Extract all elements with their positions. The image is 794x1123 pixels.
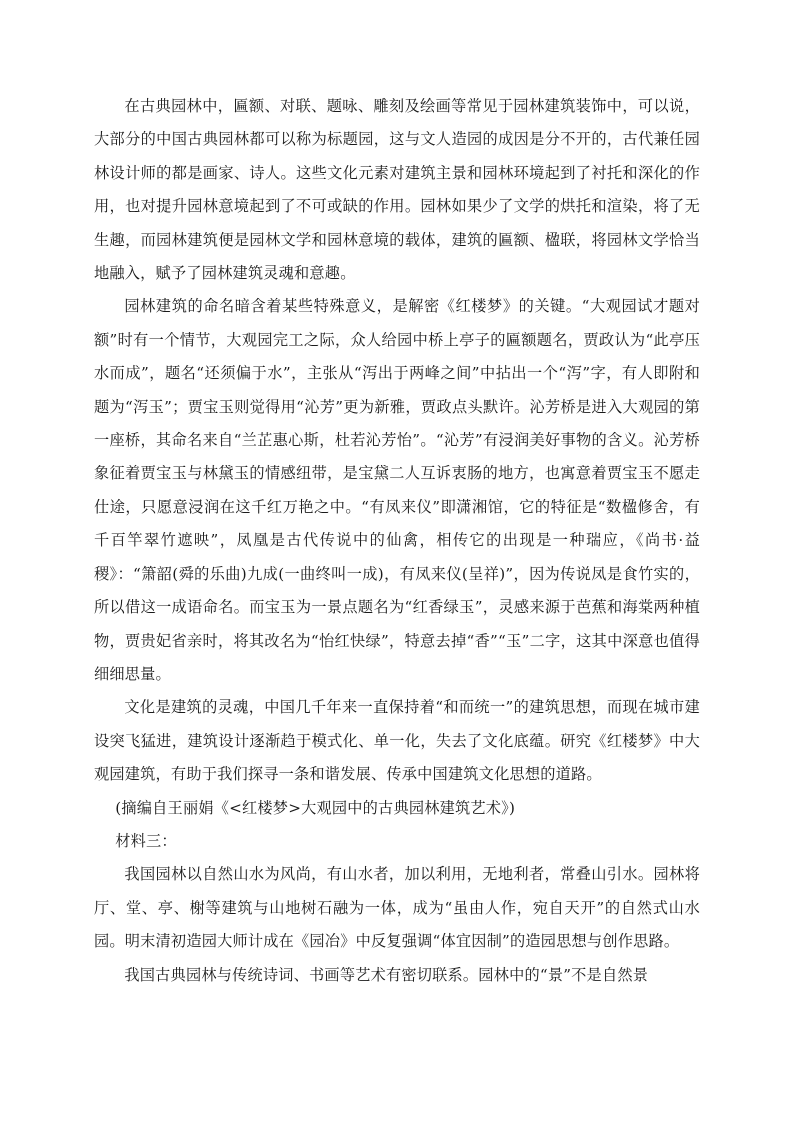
paragraph-4: 我国园林以自然山水为风尚，有山水者，加以利用，无地利者，常叠山引水。园林将厅、堂、亭、榭等建筑与山地树石融为一体，成为“虽由人作，宛自天开”的自然式山水园。明末清初造园大师计成在《园冶》中反复强调“体宜因制”的造园思想与创作思路。: [94, 865, 700, 951]
paragraph-5: 我国古典园林与传统诗词、书画等艺术有密切联系。园林中的“景”不是自然景: [124, 965, 649, 984]
material-three-heading: 材料三：: [115, 831, 177, 850]
paragraph-2: 园林建筑的命名暗含着某些特殊意义，是解密《红楼梦》的关键。“大观园试才题对额”时有一个情节，大观园完工之际，众人给园中桥上亭子的匾额题名，贾政认为“此亭压水而成”，题名“还须偏于水”，主张从“泻出于两峰之间”中拈出一个“泻”字，有人即附和题为“泻玉”；贾宝玉则觉得用“沁芳”更为新雅，贾政点头默许。沁芳桥是进入大观园的第一座桥，其命名来自“兰芷惠心斯，杜若沁芳怡”。“沁芳”有浸润美好事物的含义。沁芳桥象征着贾宝玉与林黛玉的情感纽带，是宝黛二人互诉衷肠的地方，也寓意着贾宝玉不愿走仕途，只愿意浸润在这千红万艳之中。“有凤来仪”即潇湘馆，它的特征是“数楹修舍，有千百竿翠竹遮映”，凤凰是古代传说中的仙禽，相传它的出现是一种瑞应，《尚书·益稷》：“箫韶(舜的乐曲)九成(一曲终叫一成)，有凤来仪(呈祥)”，因为传说凤是食竹实的，所以借这一成语命名。而宝玉为一景点题名为“红香绿玉”，灵感来源于芭蕉和海棠两种植物，贾贵妃省亲时，将其改名为“怡红快绿”，特意去掉“香”“玉”二字，这其中深意也值得细细思量。: [94, 297, 700, 683]
source-citation: (摘编自王丽娟《<红楼梦>大观园中的古典园林建筑艺术》): [115, 798, 516, 817]
paragraph-1: 在古典园林中，匾额、对联、题咏、雕刻及绘画等常见于园林建筑装饰中，可以说，大部分的中国古典园林都可以称为标题园，这与文人造园的成因是分不开的，古代兼任园林设计师的都是画家、诗人。这些文化元素对建筑主景和园林环境起到了衬托和深化的作用，也对提升园林意境起到了不可或缺的作用。园林如果少了文学的烘托和渲染，将了无生趣，而园林建筑便是园林文学和园林意境的载体，建筑的匾额、楹联，将园林文学恰当地融入，赋予了园林建筑灵魂和意趣。: [94, 97, 700, 283]
article-body: [94, 90, 700, 992]
paragraph-3: 文化是建筑的灵魂，中国几千年来一直保持着“和而统一”的建筑思想，而现在城市建设突飞猛进，建筑设计逐渐趋于模式化、单一化，失去了文化底蕴。研究《红楼梦》中大观园建筑，有助于我们探寻一条和谐发展、传承中国建筑文化思想的道路。: [94, 698, 700, 784]
